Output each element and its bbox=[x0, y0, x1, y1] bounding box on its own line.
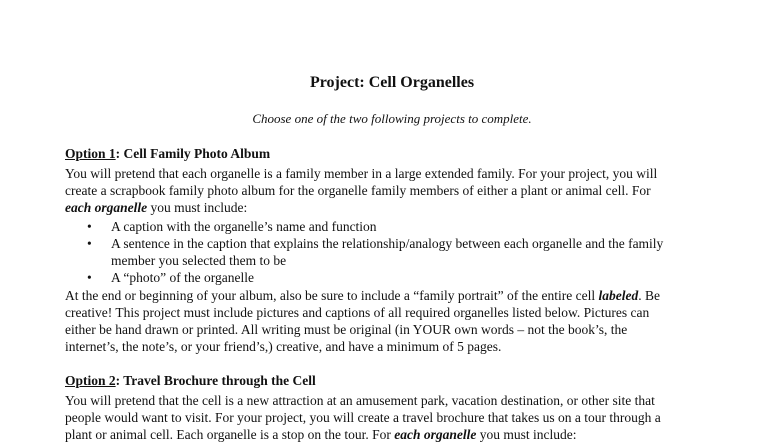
bullet-icon: • bbox=[87, 236, 92, 251]
list-item bbox=[65, 269, 725, 286]
option1-intro-line2: create a scrapbook family photo album for the organelle family members of either a plant or animal cell. For bbox=[65, 183, 651, 198]
option1-closing-line2: creative! This project must include pictures and captions of all required organelles listed below. Pictures can bbox=[65, 305, 650, 320]
option2-intro-line1: You will pretend that the cell is a new attraction at an amusement park, vacation destination, or other site that bbox=[65, 393, 655, 408]
bullet-text-continued: member you selected them to be bbox=[111, 253, 287, 268]
page-subtitle: Choose one of the two following projects to complete. bbox=[252, 111, 532, 126]
list-item bbox=[65, 218, 725, 235]
each-organelle-emphasis: each organelle bbox=[394, 427, 477, 442]
option1-intro-line3-rest: you must include: bbox=[147, 200, 248, 215]
option1-title: : Cell Family Photo Album bbox=[115, 146, 271, 161]
option2-intro-line3 bbox=[65, 426, 725, 443]
option1-closing-line3: either be hand drawn or printed. All writing must be original (in YOUR own words – not the book’s, the bbox=[65, 322, 628, 337]
option2-intro bbox=[65, 392, 725, 443]
option2-label: Option 2 bbox=[65, 373, 116, 388]
list-item bbox=[65, 235, 725, 269]
option2-heading bbox=[65, 372, 316, 389]
option2-intro-line2: people would want to visit. For your project, you will create a travel brochure that takes us on a tour through a bbox=[65, 410, 661, 425]
each-organelle-emphasis: each organelle bbox=[65, 200, 148, 215]
bullet-text: A sentence in the caption that explains the relationship/analogy between each organelle and the family bbox=[111, 236, 664, 251]
bullet-text: A caption with the organelle’s name and function bbox=[111, 219, 377, 234]
bullet-icon: • bbox=[87, 219, 92, 234]
bullet-icon: • bbox=[87, 270, 92, 285]
bullet-text: A “photo” of the organelle bbox=[111, 270, 254, 285]
option1-heading bbox=[65, 145, 270, 162]
option1-label: Option 1 bbox=[65, 146, 116, 161]
option2-intro-line3-text: plant or animal cell. Each organelle is a stop on the tour. For bbox=[65, 427, 395, 442]
option1-closing-line1 bbox=[65, 287, 725, 304]
option2-title: : Travel Brochure through the Cell bbox=[115, 373, 316, 388]
option1-intro bbox=[65, 165, 725, 216]
closing-text: At the end or beginning of your album, also be sure to include a “family portrait” of the entire cell bbox=[65, 288, 599, 303]
option1-intro-line1: You will pretend that each organelle is a family member in a large extended family. For your project, you will bbox=[65, 166, 658, 181]
option2-intro-line3-rest: you must include: bbox=[476, 427, 577, 442]
option1-bullet-list bbox=[65, 218, 725, 286]
option1-intro-line3 bbox=[65, 199, 725, 216]
page-title: Project: Cell Organelles bbox=[309, 74, 475, 91]
option1-closing-line4: internet’s, the note’s, or your friend’s,) creative, and have a minimum of 5 pages. bbox=[65, 339, 502, 354]
labeled-emphasis: labeled bbox=[598, 288, 639, 303]
option1-closing bbox=[65, 287, 725, 355]
closing-text-end: . Be bbox=[638, 288, 660, 303]
